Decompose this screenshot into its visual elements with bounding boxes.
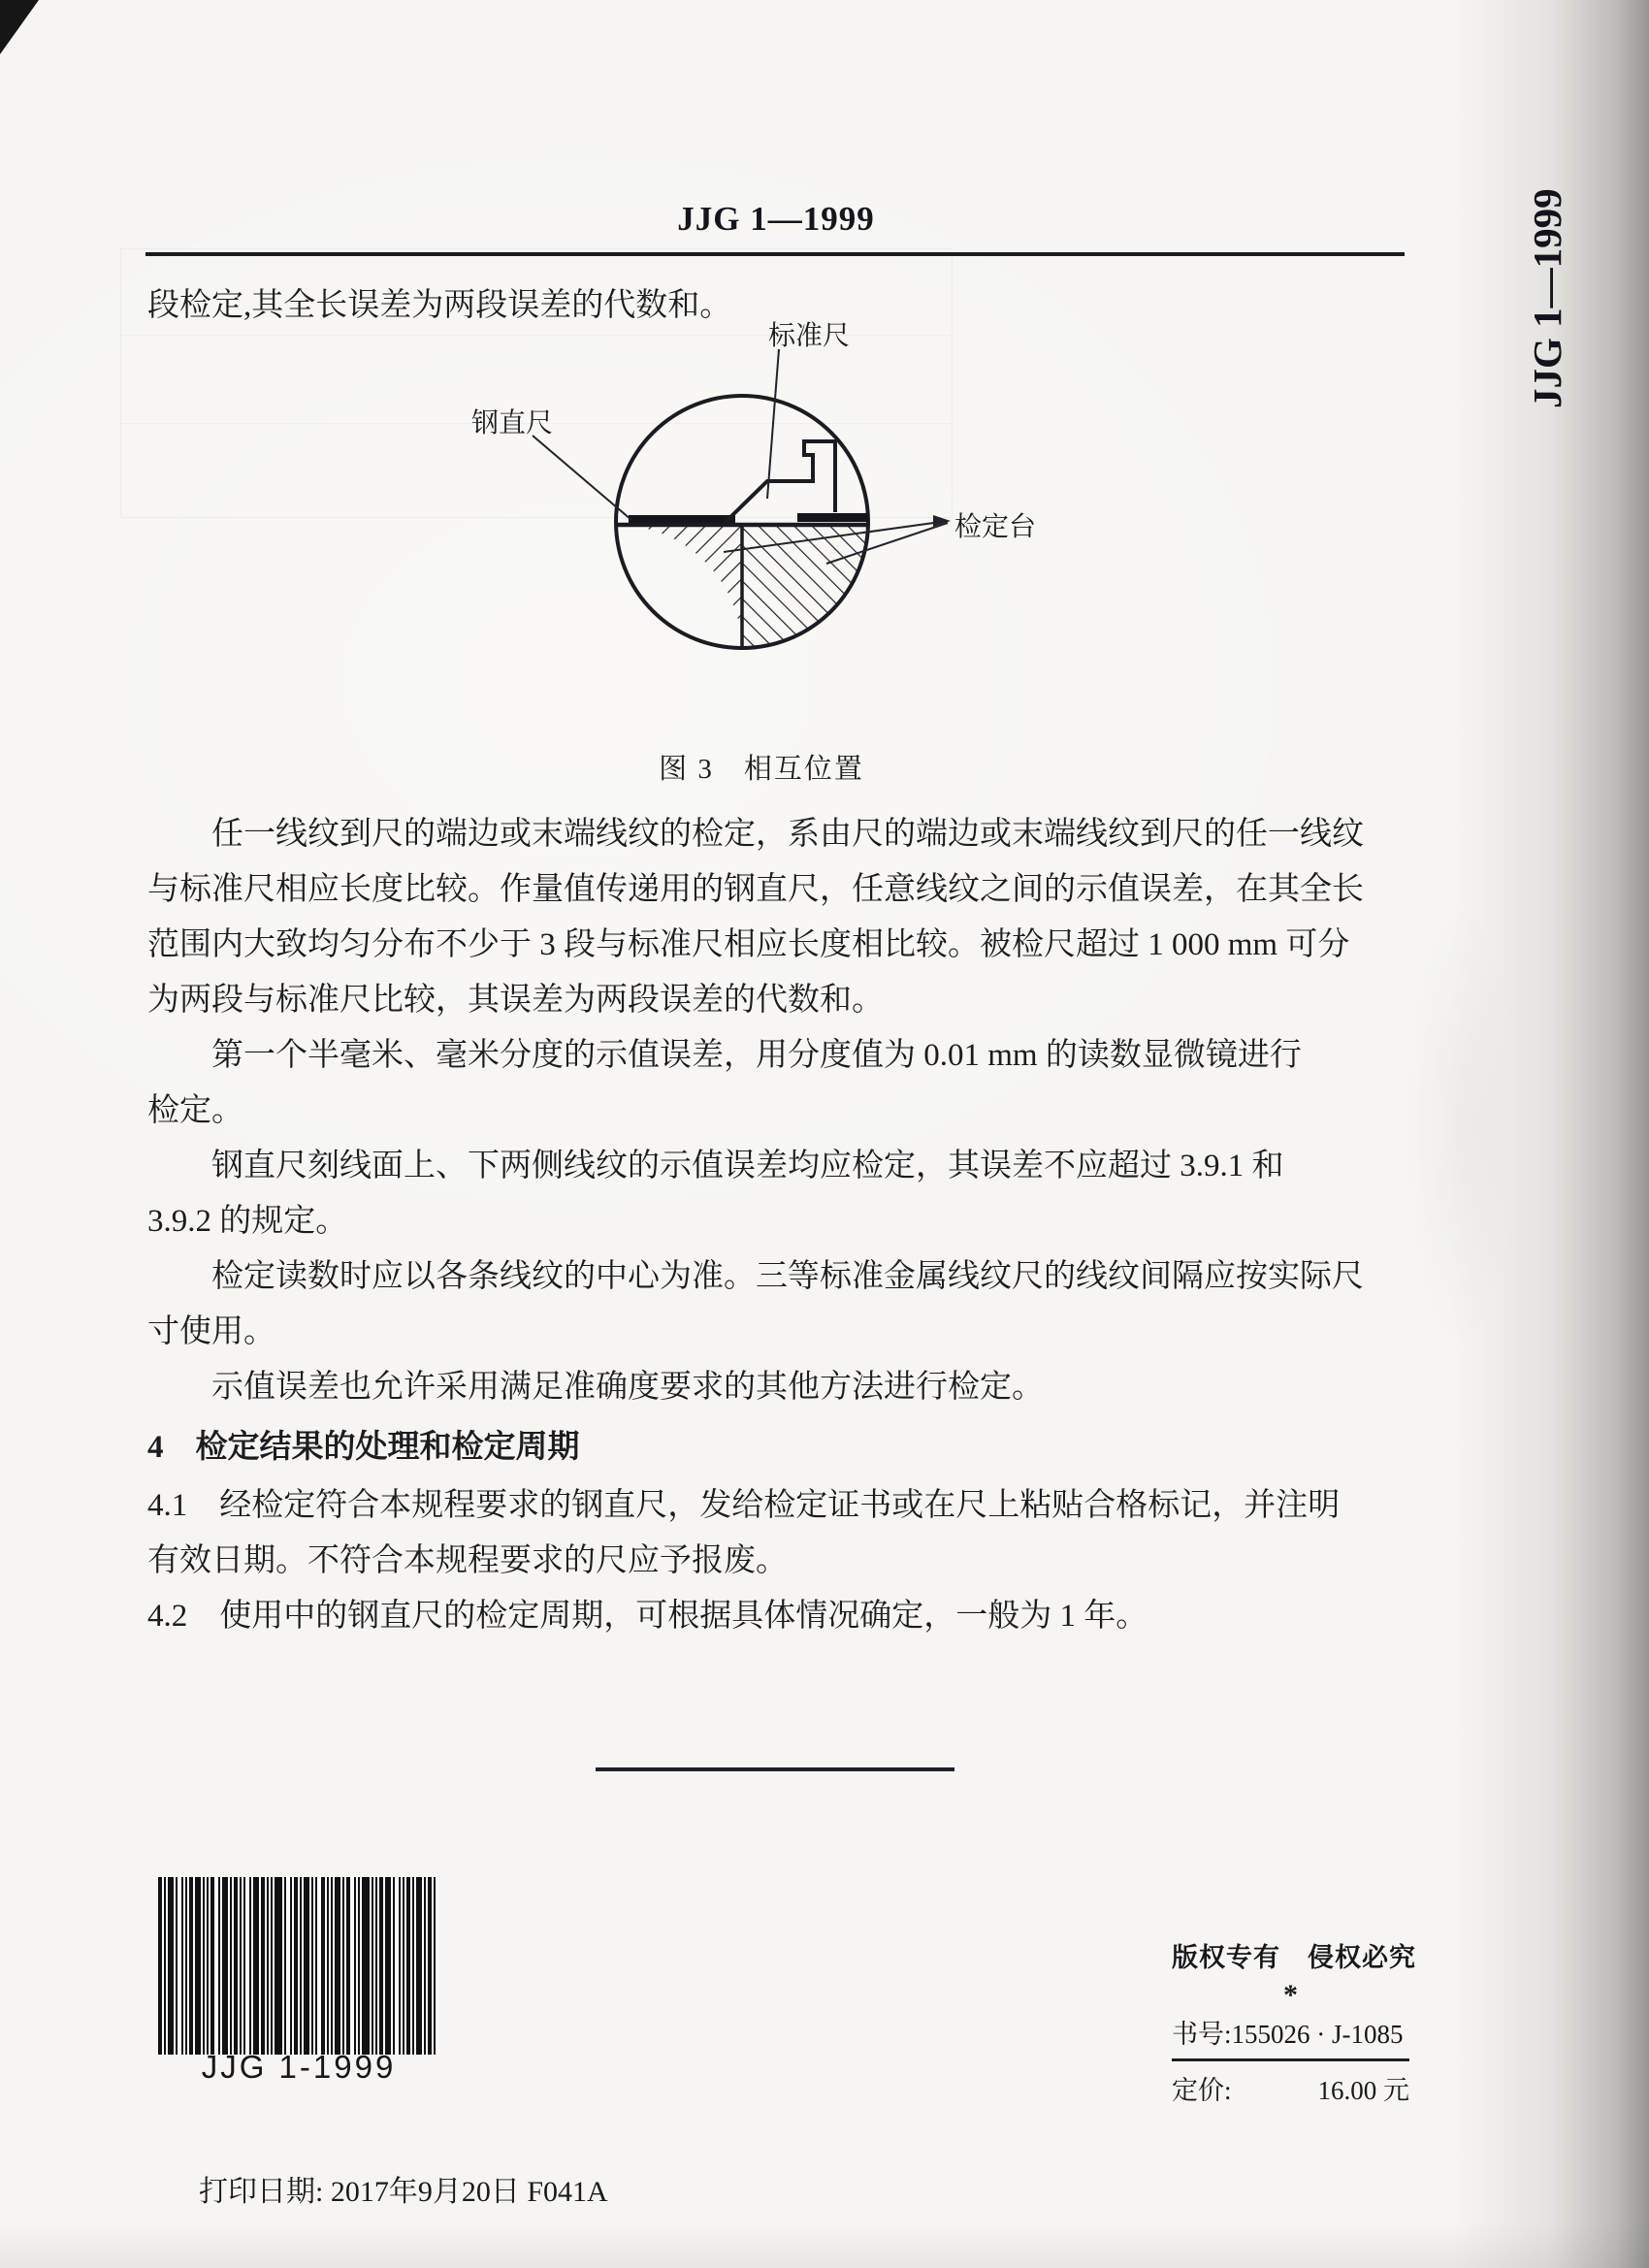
figure-caption: 图 3 相互位置 xyxy=(659,754,864,785)
body-line: 检定读数时应以各条线纹的中心为准。三等标准金属线纹尺的线纹间隔应按实际尺 xyxy=(211,1259,1364,1294)
figure-label-steel-ruler: 钢直尺 xyxy=(471,408,554,438)
body-continuation-line: 段检定,其全长误差为两段误差的代数和。 xyxy=(147,288,732,323)
book-number: 书号:155026 · J-1085 xyxy=(1172,2013,1409,2061)
leader-standard-ruler xyxy=(767,349,779,499)
price-row xyxy=(1172,2061,1409,2107)
barcode-bar xyxy=(362,1877,370,2055)
star-separator: * xyxy=(1283,1979,1298,2011)
page-header-code: JJG 1—1999 xyxy=(677,200,875,238)
body-line: 任一线纹到尺的端边或末端线纹的检定，系由尺的端边或末端线纹到尺的任一线纹 xyxy=(211,817,1364,852)
body-line: 示值误差也允许采用满足准确度要求的其他方法进行检定。 xyxy=(211,1370,1044,1405)
end-rule xyxy=(596,1767,954,1771)
copyright-notice: 版权专有 侵权必究 xyxy=(1172,1943,1416,1972)
body-line: 4.1 经检定符合本规程要求的钢直尺，发给检定证书或在尺上粘贴合格标记，并注明 xyxy=(147,1488,1341,1523)
body-line: 为两段与标准尺比较，其误差为两段误差的代数和。 xyxy=(147,983,884,1018)
spine-code-vertical: JJG 1—1999 xyxy=(1525,188,1569,408)
body-line: 寸使用。 xyxy=(147,1314,275,1349)
header-rule xyxy=(146,252,1405,256)
barcode xyxy=(158,1877,439,2055)
body-line: 与标准尺相应长度比较。作量值传递用的钢直尺，任意线纹之间的示值误差，在其全长 xyxy=(147,872,1364,907)
section-4-paragraphs xyxy=(147,1478,1447,1644)
leader-steel-ruler xyxy=(533,436,631,520)
body-paragraphs xyxy=(147,807,1447,1415)
body-line: 钢直尺刻线面上、下两侧线纹的示值误差均应检定，其误差不应超过 3.9.1 和 xyxy=(211,1149,1284,1183)
figure-3-drawing xyxy=(504,340,970,669)
barcode-gap xyxy=(436,1877,439,2055)
body-line: 范围内大致均匀分布不少于 3 段与标准尺相应长度相比较。被检尺超过 1 000 mm 可分 xyxy=(147,927,1350,962)
body-line: 3.9.2 的规定。 xyxy=(147,1204,348,1239)
body-line: 检定。 xyxy=(147,1093,243,1128)
price-label: 定价: xyxy=(1172,2076,1232,2105)
price-value: 16.00 元 xyxy=(1317,2076,1409,2105)
print-date-line: 打印日期: 2017年9月20日 F041A xyxy=(199,2176,608,2208)
steel-ruler-section xyxy=(629,515,735,523)
body-line: 第一个半毫米、毫米分度的示值误差，用分度值为 0.01 mm 的读数显微镜进行 xyxy=(211,1038,1302,1073)
barcode-bar xyxy=(275,1877,282,2055)
body-line: 有效日期。不符合本规程要求的尺应予报废。 xyxy=(147,1543,788,1578)
barcode-bars xyxy=(158,1877,439,2055)
standard-ruler-profile xyxy=(724,441,835,524)
figure-label-standard-ruler: 标准尺 xyxy=(768,321,851,351)
figure-label-platform: 检定台 xyxy=(954,512,1037,542)
standard-ruler-base xyxy=(797,513,868,522)
scan-corner-artifact xyxy=(0,0,39,54)
barcode-label: JJG 1-1999 xyxy=(201,2049,397,2085)
body-line: 4.2 使用中的钢直尺的检定周期，可根据具体情况确定，一般为 1 年。 xyxy=(147,1599,1148,1634)
colophon xyxy=(1172,1936,1416,2107)
section-4-heading: 4 检定结果的处理和检定周期 xyxy=(147,1430,580,1465)
